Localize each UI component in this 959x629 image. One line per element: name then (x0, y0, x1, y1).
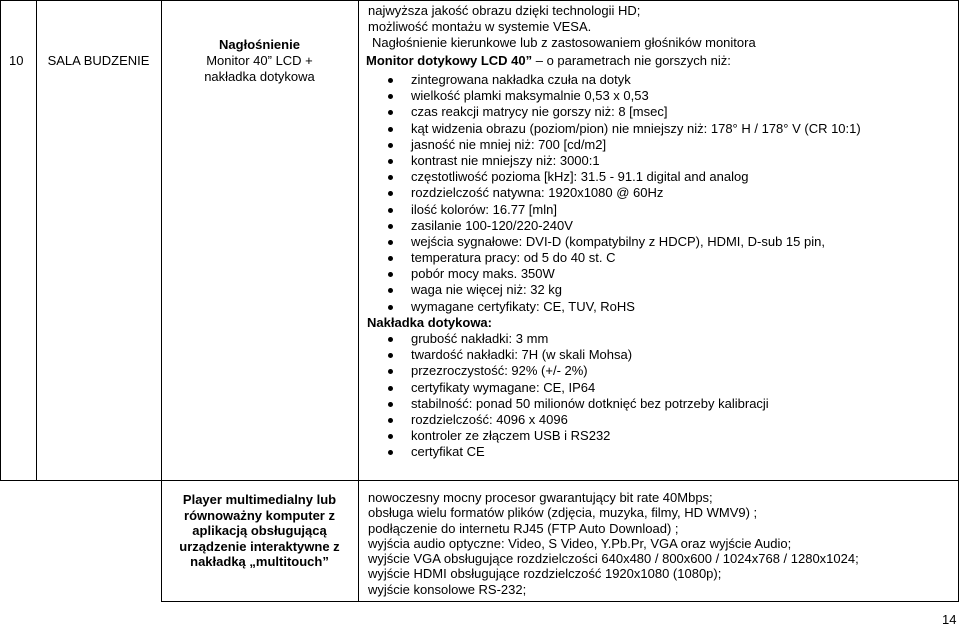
list-item: podłączenie do internetu RJ45 (FTP Auto Download) ; (368, 520, 679, 536)
bullet-icon (388, 386, 393, 391)
list-item: wymagane certyfikaty: CE, TUV, RoHS (386, 299, 861, 315)
item-column-divider (358, 0, 359, 602)
list-item: temperatura pracy: od 5 do 40 st. C (386, 250, 861, 266)
list-item: częstotliwość pozioma [kHz]: 31.5 - 91.1 digital and analog (386, 169, 861, 185)
table-bottom-border (161, 601, 959, 602)
table-top-border (0, 0, 959, 1)
list-item: zintegrowana nakładka czuła na dotyk (386, 72, 861, 88)
list-item: twardość nakładki: 7H (w skali Mohsa) (386, 347, 861, 363)
monitor-heading-bold: Monitor dotykowy LCD 40” (366, 53, 533, 68)
monitor-heading-tail: – o parametrach nie gorszych niż: (532, 53, 731, 68)
row-divider (0, 480, 959, 481)
description-line: Nagłośnienie kierunkowe lub z zastosowaniem głośników monitora (372, 35, 756, 50)
list-item: czas reakcji matrycy nie gorszy niż: 8 [msec] (386, 104, 861, 120)
list-item: kontroler ze złączem USB i RS232 (386, 428, 861, 444)
bullet-icon (388, 208, 393, 213)
bullet-icon (388, 288, 393, 293)
list-item: jasność nie mniej niż: 700 [cd/m2] (386, 137, 861, 153)
item-title (161, 37, 358, 85)
page-number: 14 (942, 612, 957, 627)
monitor-heading (366, 53, 731, 68)
bullet-icon (388, 110, 393, 115)
bullet-icon (388, 402, 393, 407)
list-item: rozdzielczość: 4096 x 4096 (386, 412, 861, 428)
list-item: wyjście HDMI obsługujące rozdzielczość 1920x1080 (1080p); (368, 566, 722, 582)
monitor-spec-list (367, 72, 861, 461)
list-item: wyjście konsolowe RS-232; (368, 581, 527, 597)
bullet-icon (388, 127, 393, 132)
list-item: przezroczystość: 92% (+/- 2%) (386, 363, 861, 379)
bullet-icon (388, 337, 393, 342)
table-left-border (0, 0, 1, 480)
player-title-line: równoważny komputer z (184, 507, 335, 523)
list-item: wejścia sygnałowe: DVI-D (kompatybilny z HDCP), HDMI, D-sub 15 pin, (386, 234, 861, 250)
bullet-icon (388, 143, 393, 148)
bullet-icon (388, 434, 393, 439)
bullet-icon (388, 159, 393, 164)
list-item: rozdzielczość natywna: 1920x1080 @ 60Hz (386, 185, 861, 201)
bullet-icon (388, 78, 393, 83)
bullet-icon (388, 240, 393, 245)
bullet-icon (388, 305, 393, 310)
bullet-icon (388, 191, 393, 196)
bullet-icon (388, 353, 393, 358)
player-title-line: Player multimedialny lub (182, 492, 337, 507)
row-number: 10 (9, 53, 24, 68)
bullet-icon (388, 175, 393, 180)
player-title-line: aplikacją obsługującą (192, 523, 327, 538)
item-title-line: Nagłośnienie (219, 37, 300, 52)
bullet-icon (388, 418, 393, 423)
bullet-icon (388, 369, 393, 374)
item-title-line: Monitor 40” LCD + (206, 53, 313, 68)
list-item: grubość nakładki: 3 mm (386, 331, 861, 347)
list-item: wyjście VGA obsługujące rozdzielczości 640x480 / 800x600 / 1024x768 / 1280x1024; (368, 551, 859, 567)
bullet-icon (388, 224, 393, 229)
list-item: certyfikat CE (386, 444, 861, 460)
list-item: stabilność: ponad 50 milionów dotknięć bez potrzeby kalibracji (386, 396, 861, 412)
list-item: kąt widzenia obrazu (poziom/pion) nie mniejszy niż: 178° H / 178° V (CR 10:1) (386, 121, 861, 137)
overlay-heading: Nakładka dotykowa: (367, 314, 492, 330)
list-item: nowoczesny mocny procesor gwarantujący bit rate 40Mbps; (368, 490, 713, 505)
list-item: kontrast nie mniejszy niż: 3000:1 (386, 153, 861, 169)
list-item: ilość kolorów: 16.77 [mln] (386, 202, 861, 218)
list-item: pobór mocy maks. 350W (386, 266, 861, 282)
list-item: wielkość plamki maksymalnie 0,53 x 0,53 (386, 88, 861, 104)
number-column-divider (36, 0, 37, 480)
player-spec-list (368, 490, 859, 597)
bullet-icon (388, 450, 393, 455)
bullet-icon (388, 94, 393, 99)
list-item: waga nie więcej niż: 32 kg (386, 282, 861, 298)
player-title-line: nakładką „multitouch” (190, 554, 329, 569)
description-line: najwyższa jakość obrazu dzięki technologii HD; (368, 3, 641, 18)
room-name: SALA BUDZENIE (47, 53, 150, 68)
list-item: certyfikaty wymagane: CE, IP64 (386, 380, 861, 396)
list-item: zasilanie 100-120/220-240V (386, 218, 861, 234)
bullet-icon (388, 256, 393, 261)
description-line: możliwość montażu w systemie VESA. (368, 19, 592, 34)
item-title-line: nakładka dotykowa (204, 69, 315, 84)
bullet-icon (388, 272, 393, 277)
player-title (161, 492, 358, 570)
list-item: wyjścia audio optyczne: Video, S Video, Y.Pb.Pr, VGA oraz wyjście Audio; (368, 535, 792, 551)
top-description (368, 3, 756, 51)
list-item: obsługa wielu formatów plików (zdjęcia, muzyka, filmy, HD WMV9) ; (368, 505, 758, 521)
player-title-line: urządzenie interaktywne z (179, 538, 340, 554)
